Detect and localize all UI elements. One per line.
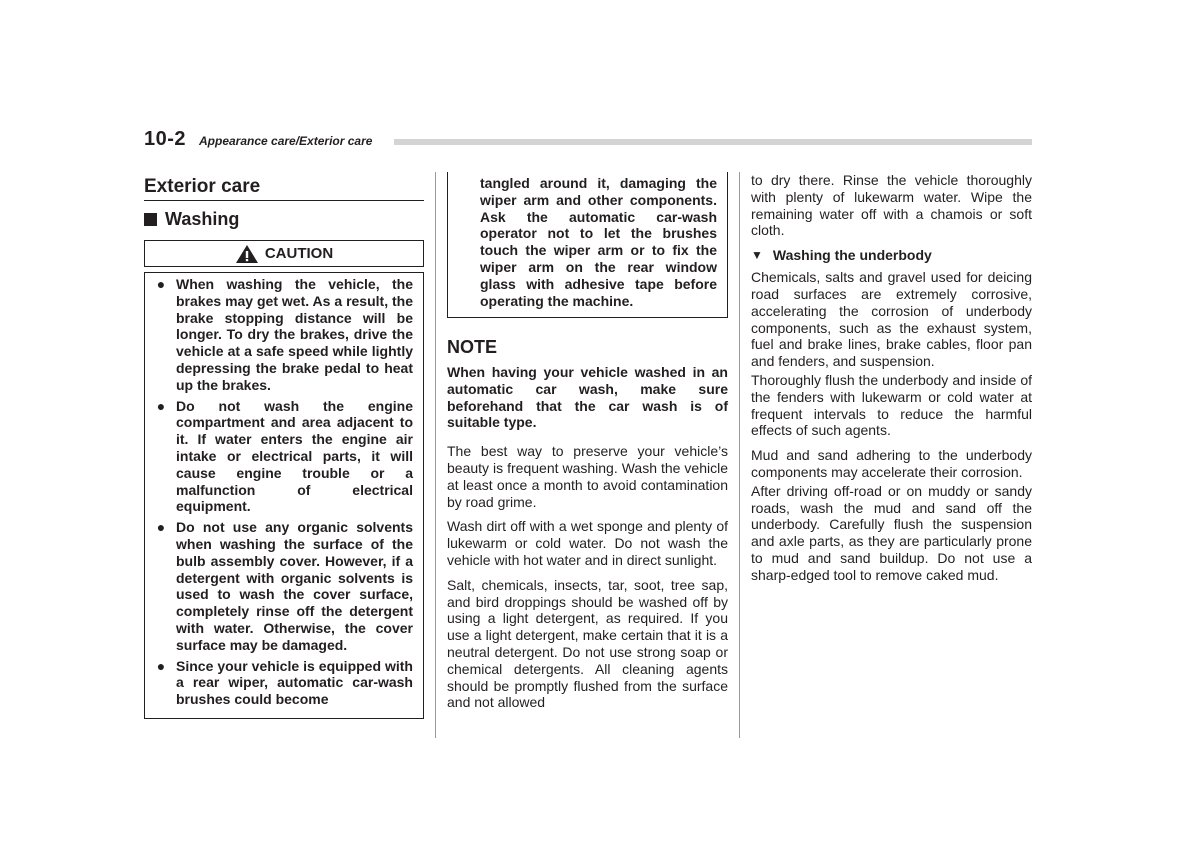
column-2 (447, 172, 728, 719)
paragraph: to dry there. Rinse the vehicle thoroughly with plenty of lukewarm water. Wipe the remaining water off with a chamois or soft cloth. (751, 172, 1032, 239)
section-heading: Exterior care (144, 176, 424, 201)
column-divider-1 (435, 172, 436, 738)
paragraph: Salt, chemicals, insects, tar, soot, tree sap, and bird droppings should be washed off by using a light detergent, as required. If you use a light detergent, make certain that it is a neutral detergent. Do not use strong soap or chemical detergents. All cleaning agents should be promptly flushed from the surface and not allowed (447, 576, 728, 711)
paragraph: After driving off-road or on muddy or sandy roads, wash the mud and sand off the underbody. Carefully flush the suspension and axle parts, as they are particularly prone to mud and sand buildup. Do not use a sharp-edged tool to remove caked mud. (751, 482, 1032, 583)
warning-triangle-icon (235, 244, 259, 264)
underbody-heading-text: Washing the underbody (772, 247, 932, 264)
caution-continued-box: tangled around it, damaging the wiper arm and other components. Ask the automatic car-wash operator not to let the brushes touch the wiper arm or to fix the wiper arm on the rear window glass with adhesive tape before operating the machine. (447, 172, 728, 318)
caution-item: ● Do not use any organic solvents when washing the surface of the bulb assembly cover. However, if a detergent with organic solvents is used to wash the cover surface, completely rinse off the detergent with water. Otherwise, the cover surface may be damaged. (156, 519, 413, 653)
bullet-icon: ● (156, 519, 166, 536)
underbody-heading (751, 247, 1032, 263)
section-title: Appearance care/Exterior care (199, 134, 373, 148)
paragraph: The best way to preserve your vehicle’s beauty is frequent washing. Wash the vehicle at least once a month to avoid contamination by road grime. (447, 443, 728, 510)
square-bullet-icon (144, 213, 157, 226)
paragraph: Wash dirt off with a wet sponge and plenty of lukewarm or cold water. Do not wash the vehicle with hot water and in direct sunlight. (447, 518, 728, 568)
header-rule (394, 139, 1032, 145)
subsection-heading-text: Washing (165, 209, 240, 229)
column-3 (751, 172, 1032, 592)
page-header (144, 128, 1032, 152)
subsection-heading (144, 209, 424, 230)
bullet-icon: ● (156, 276, 166, 292)
caution-header (144, 240, 424, 267)
page-number: 10-2 (144, 128, 187, 150)
note-heading: NOTE (447, 337, 498, 357)
caution-box (144, 272, 424, 719)
caution-item: ● Do not wash the engine compartment and area adjacent to it. If water enters the engine air intake or electrical parts, it will cause engine trouble or a malfunction of electrical equipment. (156, 397, 413, 515)
caution-item: ● Since your vehicle is equipped with a rear wiper, automatic car-wash brushes could become (156, 657, 413, 708)
paragraph: Mud and sand adhering to the underbody components may accelerate their corrosion. (751, 447, 1032, 480)
column-divider-2 (739, 172, 740, 738)
caution-item: ● When washing the vehicle, the brakes may get wet. As a result, the brake stopping distance will be longer. To dry the brakes, drive the vehicle at a safe speed while lightly depressing the brake pedal to heat up the brakes. (156, 276, 413, 393)
bullet-icon: ● (156, 397, 166, 414)
bullet-icon: ● (156, 657, 166, 674)
triangle-down-icon: ▼ (751, 248, 763, 263)
column-1 (144, 172, 424, 719)
caution-label: CAUTION (264, 245, 334, 262)
caution-list (155, 276, 413, 708)
note-body: When having your vehicle washed in an automatic car wash, make sure beforehand that the car wash is of suitable type. (447, 364, 728, 431)
paragraph: Thoroughly flush the underbody and inside of the fenders with lukewarm or cold water at frequent intervals to reduce the harmful effects of such agents. (751, 371, 1032, 439)
paragraph: Chemicals, salts and gravel used for deicing road surfaces are extremely corrosive, accelerating the corrosion of underbody components, such as the exhaust system, fuel and brake lines, brake cables, floor pan and fenders, and suspension. (751, 269, 1032, 370)
